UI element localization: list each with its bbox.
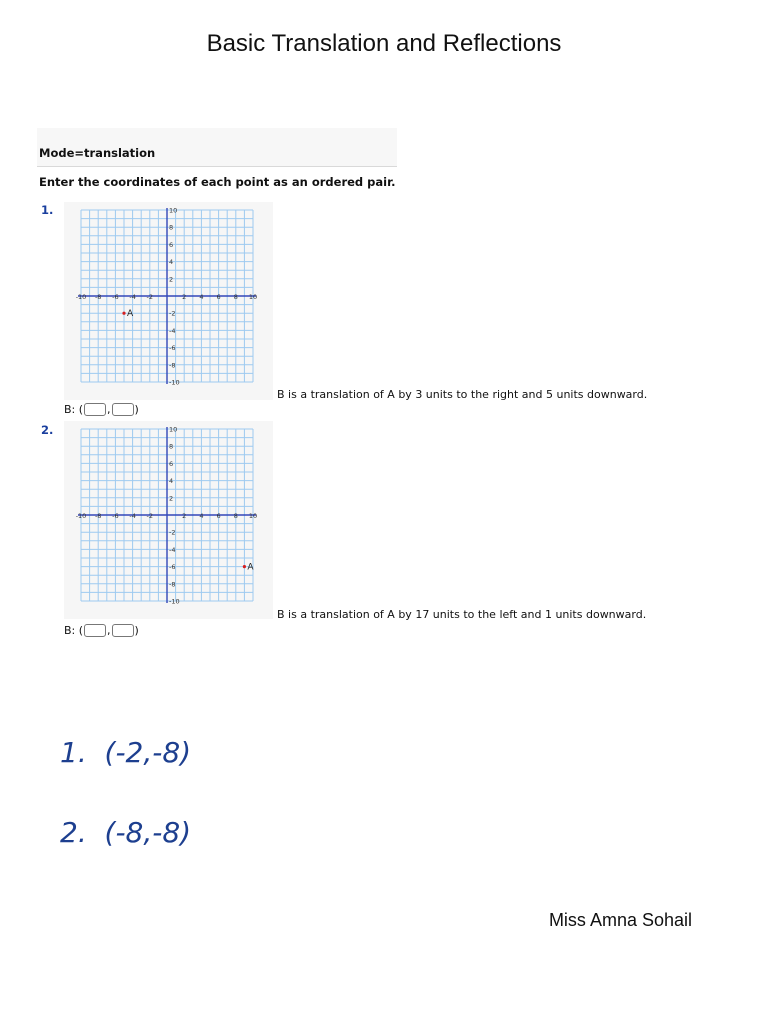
y-tick-label: 10 xyxy=(169,425,178,434)
x-tick-label: -8 xyxy=(94,293,102,301)
instructions-text: Enter the coordinates of each point as an ordered pair. xyxy=(39,175,396,189)
y-tick-label: 2 xyxy=(169,494,174,503)
y-tick-label: 2 xyxy=(169,275,174,284)
coordinate-grid-1 xyxy=(64,202,273,400)
x-tick-label: -6 xyxy=(112,512,119,520)
x-tick-label: 10 xyxy=(248,293,258,301)
answer-suffix: ) xyxy=(134,623,139,637)
y-tick-label: 8 xyxy=(169,223,174,232)
question-1-graph xyxy=(64,202,273,400)
answer-separator: , xyxy=(107,402,111,416)
handwritten-answer-1: 1. (-2,-8) xyxy=(60,736,192,769)
y-tick-label: -2 xyxy=(169,309,176,318)
answer-x-input[interactable] xyxy=(84,624,106,637)
question-2-text: B is a translation of A by 17 units to the left and 1 units downward. xyxy=(277,608,647,621)
x-tick-label: 6 xyxy=(216,293,221,301)
y-tick-label: -4 xyxy=(169,326,176,335)
x-tick-label: -2 xyxy=(146,293,154,301)
x-tick-label: 2 xyxy=(182,512,187,520)
x-tick-label: -4 xyxy=(129,293,136,301)
answer-prefix: B: ( xyxy=(64,623,84,637)
question-2-graph xyxy=(64,421,273,619)
answer-y-input[interactable] xyxy=(112,624,134,637)
answer-y-input[interactable] xyxy=(112,403,134,416)
y-tick-label: 4 xyxy=(169,258,174,267)
teacher-signature: Miss Amna Sohail xyxy=(548,910,692,930)
y-tick-label: 8 xyxy=(169,442,174,451)
x-tick-label: 2 xyxy=(182,293,187,301)
x-tick-label: 4 xyxy=(199,293,204,301)
page-title: Basic Translation and Reflections xyxy=(206,30,562,57)
answer-suffix: ) xyxy=(134,402,139,416)
y-tick-label: -6 xyxy=(169,563,176,572)
x-tick-label: -8 xyxy=(94,512,102,520)
point-a xyxy=(122,312,125,315)
y-tick-label: -8 xyxy=(169,361,176,370)
y-tick-label: 10 xyxy=(169,206,178,215)
y-tick-label: 6 xyxy=(169,240,174,249)
question-1-number: 1. xyxy=(41,203,54,217)
x-tick-label: 4 xyxy=(199,512,204,520)
x-tick-label: -4 xyxy=(129,512,136,520)
x-tick-label: 8 xyxy=(233,293,238,301)
question-1-answer-row xyxy=(64,401,139,417)
question-2-answer-row xyxy=(64,622,139,638)
x-tick-label: -2 xyxy=(146,512,154,520)
y-tick-label: -10 xyxy=(169,597,180,606)
y-tick-label: 4 xyxy=(169,477,174,486)
x-tick-label: 6 xyxy=(216,512,221,520)
question-2-number: 2. xyxy=(41,423,54,437)
coordinate-grid-2 xyxy=(64,421,273,619)
answer-prefix: B: ( xyxy=(64,402,84,416)
x-tick-label: -10 xyxy=(75,512,87,520)
y-tick-label: -10 xyxy=(169,378,180,387)
question-1-text: B is a translation of A by 3 units to the right and 5 units downward. xyxy=(277,388,648,401)
y-tick-label: -4 xyxy=(169,545,176,554)
x-tick-label: -10 xyxy=(75,293,87,301)
y-tick-label: 6 xyxy=(169,459,174,468)
answer-separator: , xyxy=(107,623,111,637)
x-tick-label: 8 xyxy=(233,512,238,520)
x-tick-label: -6 xyxy=(112,293,119,301)
mode-label: Mode=translation xyxy=(39,146,156,160)
y-tick-label: -2 xyxy=(169,528,176,537)
point-a-label: A xyxy=(127,309,134,320)
point-a xyxy=(243,565,246,568)
x-tick-label: 10 xyxy=(248,512,258,520)
handwritten-answer-2: 2. (-8,-8) xyxy=(60,816,192,849)
y-tick-label: -6 xyxy=(169,344,176,353)
point-a-label: A xyxy=(247,562,254,573)
y-tick-label: -8 xyxy=(169,580,176,589)
answer-x-input[interactable] xyxy=(84,403,106,416)
